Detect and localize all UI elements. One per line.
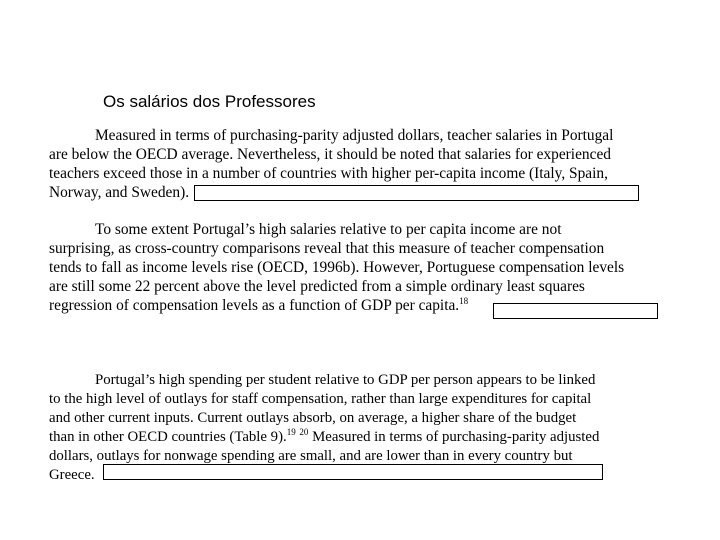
footnote-marker: 18 [459, 296, 469, 306]
text-line: surprising, as cross-country comparisons reveal that this measure of teacher compensation [49, 240, 605, 257]
text-line: To some extent Portugal’s high salaries relative to per capita income are not [95, 221, 562, 238]
text-line [49, 428, 599, 447]
text-line: Norway, and Sweden). [49, 184, 190, 201]
text-line: Measured in terms of purchasing-parity adjusted dollars, teacher salaries in Portugal [95, 127, 614, 144]
text-line: are still some 22 percent above the level predicted from a simple ordinary least squares [49, 278, 585, 295]
text-line: are below the OECD average. Nevertheless, it should be noted that salaries for experienced [49, 146, 611, 163]
paragraph-salaries-vs-income [49, 220, 624, 315]
text-segment: than in other OECD countries (Table 9). [49, 429, 287, 445]
slide-title: Os salários dos Professores [103, 92, 316, 111]
footnote-marker: 20 [299, 427, 309, 437]
text-line: Greece. [49, 467, 95, 483]
text-segment: Measured in terms of purchasing-parity adjusted [312, 429, 600, 445]
text-line: tends to fall as income levels rise (OECD, 1996b). However, Portuguese compensation levels [49, 259, 625, 276]
text-line: dollars, outlays for nonwage spending are small, and are lower than in every country but [49, 448, 573, 464]
text-line: Portugal’s high spending per student relative to GDP per person appears to be linked [95, 372, 596, 388]
text-line: and other current inputs. Current outlays absorb, on average, a higher share of the budget [49, 410, 577, 426]
redaction-box [194, 185, 639, 201]
footnote-marker: 19 [286, 427, 296, 437]
text-segment: regression of compensation levels as a function of GDP per capita. [49, 297, 460, 314]
redaction-box [103, 464, 603, 480]
redaction-box [493, 303, 658, 319]
text-line: teachers exceed those in a number of countries with higher per-capita income (Italy, Spain, [49, 165, 608, 182]
text-line: to the high level of outlays for staff compensation, rather than large expenditures for capital [49, 391, 592, 407]
